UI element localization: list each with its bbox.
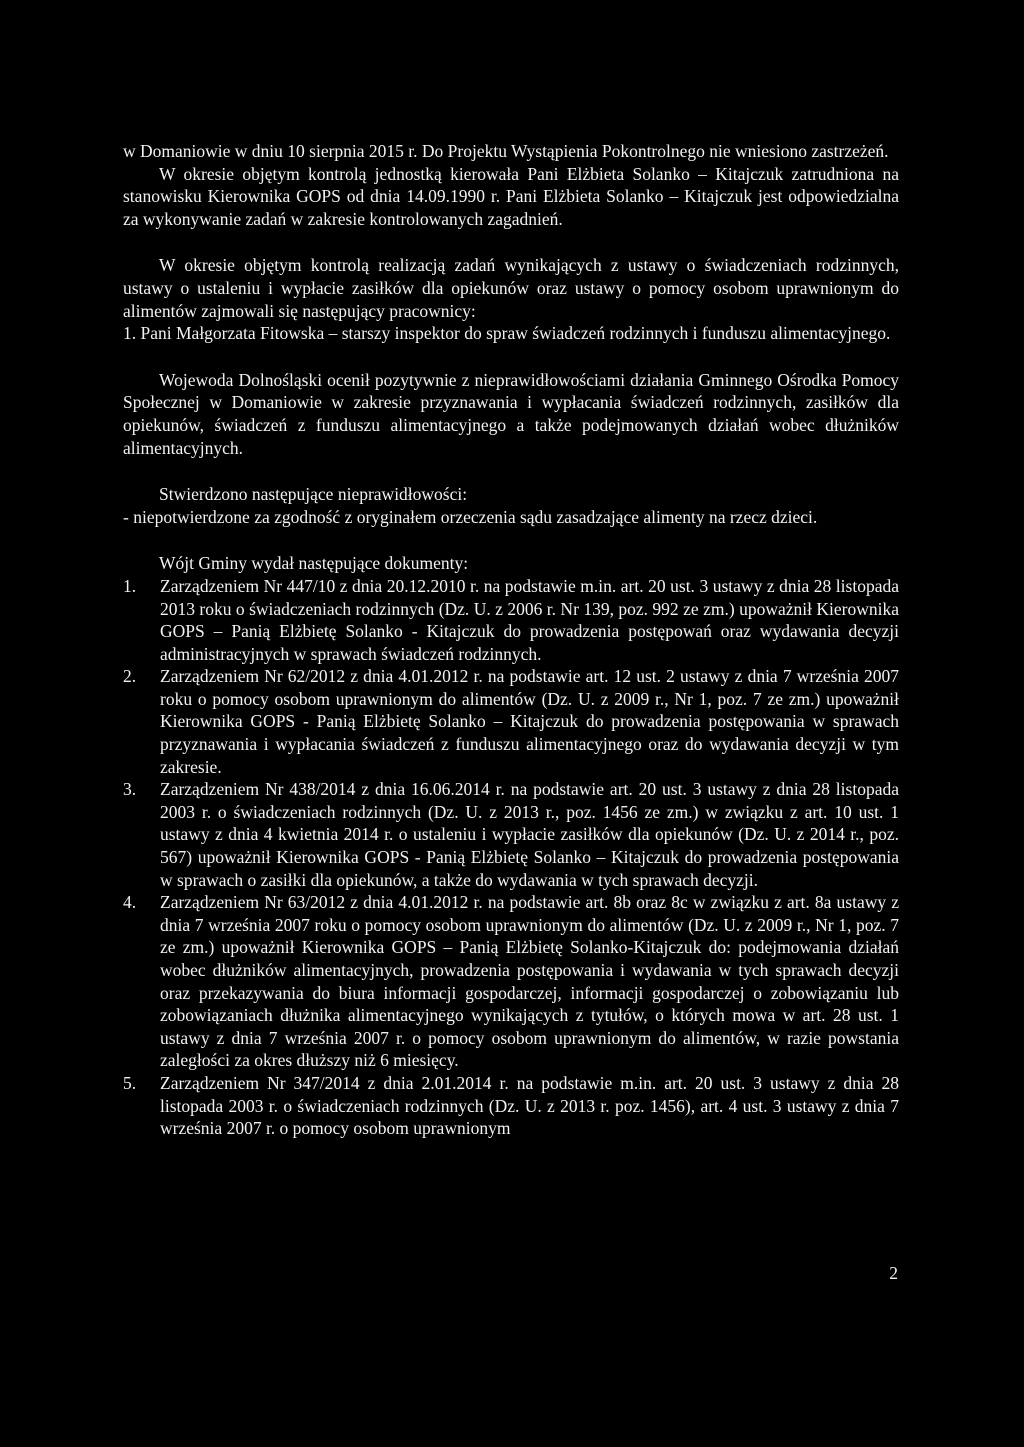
list-item-number: 1. — [123, 575, 137, 596]
list-item — [123, 891, 899, 1072]
paragraph-documents-heading: Wójt Gminy wydał następujące dokumenty: — [159, 553, 469, 574]
paragraph-management: W okresie objętym kontrolą jednostką kierowała Pani Elżbieta Solanko – Kitajczuk zatrudniona na stanowisku Kierownika GOPS od dnia 14.09.1990 r. Pani Elżbieta Solanko – Kitajczuk jest odpowiedzialna za wykonywanie zadań w zakresie kontrolowanych zagadnień. — [123, 163, 899, 229]
paragraph-assessment: Wojewoda Dolnośląski ocenił pozytywnie z nieprawidłowościami działania Gminnego Ośrodka Pomocy Społecznej w Domaniowie w zakresie przyznawania i wypłacania świadczeń rodzinnych, zasiłków dla opiekunów, świadczeń z funduszu alimentacyjnego a także podejmowanych działań wobec dłużników alimentacyjnych. — [123, 369, 899, 458]
list-item-text: Zarządzeniem Nr 63/2012 z dnia 4.01.2012 r. na podstawie art. 8b oraz 8c w związku z art. 8a ustawy z dnia 7 września 2007 roku o pomocy osobom uprawnionym do alimentów (Dz. U. z 2009 r., Nr 1, poz. 7 ze zm.) upoważnił Kierownika GOPS – Panią Elżbietę Solanko-Kitajczuk do: podejmowania działań wobec dłużników alimentacyjnych, prowadzenia postępowania i wydawania w tych sprawach decyzji oraz przekazywania do biura informacji gospodarczej, informacji gospodarczej o zobowiązaniu lub zobowiązaniach dłużnika alimentacyjnego wynikających z tytułów, o których mowa w art. 28 ust. 1 ustawy z dnia 7 września 2007 r. o pomocy osobom uprawnionym do alimentów, w razie powstania zaległości za okres dłuższy niż 6 miesięcy. — [160, 892, 899, 1071]
list-item — [123, 1072, 899, 1140]
list-item-text: Zarządzeniem Nr 438/2014 z dnia 16.06.2014 r. na podstawie art. 20 ust. 3 ustawy z dnia 28 listopada 2003 r. o świadczeniach rodzinnych (Dz. U. z 2013 r., poz. 1456 ze zm.) w związku z art. 10 ust. 1 ustawy z dnia 4 kwietnia 2014 r. o ustaleniu i wypłacie zasiłków dla opiekunów (Dz. U. z 2014 r., poz. 567) upoważnił Kierownika GOPS - Panią Elżbietę Solanko – Kitajczuk do prowadzenia postępowania w sprawach o zasiłki dla opiekunów, a także do wydawania w tych sprawach decyzji. — [160, 779, 899, 890]
paragraph-irregularity: - niepotwierdzone za zgodność z oryginałem orzeczenia sądu zasadzające alimenty na rzecz dzieci. — [123, 506, 818, 527]
list-item — [123, 778, 899, 891]
list-item-number: 2. — [123, 666, 137, 687]
paragraph-irregularities-heading: Stwierdzono następujące nieprawidłowości: — [159, 484, 468, 505]
list-item-number: 4. — [123, 892, 137, 913]
paragraph-staff-intro: W okresie objętym kontrolą realizacją zadań wynikających z ustawy o świadczeniach rodzinnych, ustawy o ustaleniu i wypłacie zasiłków dla opiekunów oraz ustawy o pomocy osobom uprawnionym do alimentów zajmowali się następujący pracownicy: — [123, 255, 899, 321]
document-body — [123, 140, 899, 1140]
paragraph-closing-remarks: w Domaniowie w dniu 10 sierpnia 2015 r. Do Projektu Wystąpienia Pokontrolnego nie wniesiono zastrzeżeń. — [123, 141, 889, 161]
list-item-text: Zarządzeniem Nr 62/2012 z dnia 4.01.2012 r. na podstawie art. 12 ust. 2 ustawy z dnia 7 września 2007 roku o pomocy osobom uprawnionym do alimentów (Dz. U. z 2009 r., Nr 1, poz. 7 ze zm.) upoważnił Kierownika GOPS - Panią Elżbietę Solanko – Kitajczuk do prowadzenia postępowania w sprawach przyznawania i wypłacania świadczeń z funduszu alimentacyjnego oraz do wydawania decyzji w tym zakresie. — [160, 666, 899, 777]
list-item-text: Zarządzeniem Nr 347/2014 z dnia 2.01.2014 r. na podstawie m.in. art. 20 ust. 3 ustawy z dnia 28 listopada 2003 r. o świadczeniach rodzinnych (Dz. U. z 2013 r. poz. 1456), art. 4 ust. 3 ustawy z dnia 7 września 2007 r. o pomocy osobom uprawnionym — [160, 1072, 899, 1139]
list-item-number: 5. — [123, 1072, 137, 1093]
documents-list — [123, 575, 899, 1140]
list-item — [123, 665, 899, 778]
list-item-number: 3. — [123, 779, 137, 800]
list-item — [123, 575, 899, 665]
page-number: 2 — [889, 1263, 898, 1283]
paragraph-staff-member: 1. Pani Małgorzata Fitowska – starszy inspektor do spraw świadczeń rodzinnych i funduszu alimentacyjnego. — [123, 323, 891, 344]
list-item-text: Zarządzeniem Nr 447/10 z dnia 20.12.2010 r. na podstawie m.in. art. 20 ust. 3 ustawy z dnia 28 listopada 2013 roku o świadczeniach rodzinnych (Dz. U. z 2006 r. Nr 139, poz. 992 ze zm.) upoważnił Kierownika GOPS – Panią Elżbietę Solanko - Kitajczuk do prowadzenia postępowań oraz wydawania decyzji administracyjnych w sprawach świadczeń rodzinnych. — [160, 575, 899, 664]
